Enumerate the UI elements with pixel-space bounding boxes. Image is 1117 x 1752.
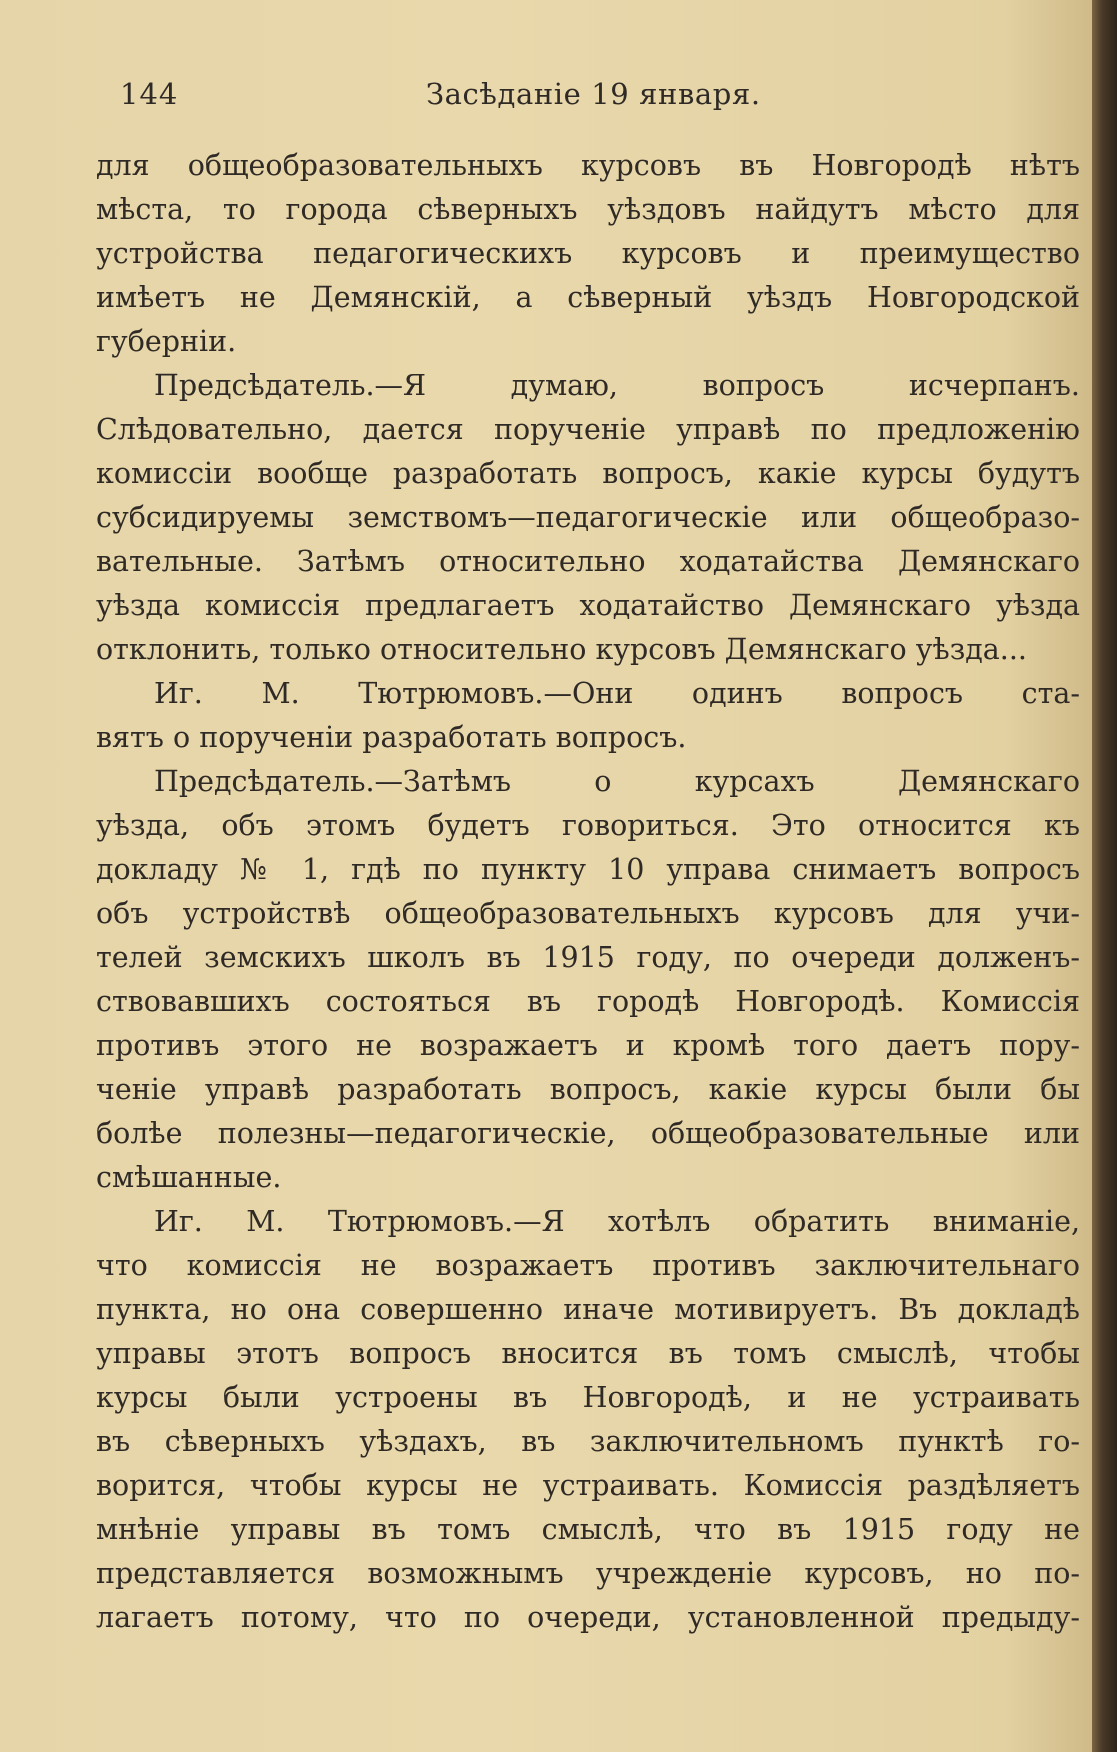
text-line: что комиссія не возражаетъ противъ заключительнаго [96,1249,1080,1282]
text-line: курсы были устроены въ Новгородѣ, и не устраивать [96,1381,1080,1414]
text-line: въ сѣверныхъ уѣздахъ, въ заключительномъ пунктѣ го- [96,1425,1080,1458]
text-line: болѣе полезны—педагогическіе, общеобразовательные или [96,1117,1080,1150]
text-line: представляется возможнымъ учрежденіе курсовъ, но по- [96,1557,1080,1590]
text-line: управы этотъ вопросъ вносится въ томъ смыслѣ, чтобы [96,1337,1080,1370]
page-number: 144 [120,77,179,111]
text-line: субсидируемы земствомъ—педагогическіе или общеобразо- [96,501,1080,534]
page-header [92,74,1082,114]
text-line: объ устройствѣ общеобразовательныхъ курсовъ для учи- [96,897,1080,930]
text-line: уѣзда, объ этомъ будетъ говориться. Это относится къ [96,809,1080,842]
text-line: Иг. М. Тютрюмовъ.—Я хотѣлъ обратить вниманіе, [154,1205,1080,1238]
text-line: Слѣдовательно, дается порученіе управѣ по предложенію [96,413,1080,446]
text-line: пункта, но она совершенно иначе мотивируетъ. Въ докладѣ [96,1293,1080,1326]
text-line: ченіе управѣ разработать вопросъ, какіе курсы были бы [96,1073,1080,1106]
text-line: телей земскихъ школъ въ 1915 году, по очереди долженъ- [96,941,1080,974]
text-line: Иг. М. Тютрюмовъ.—Они одинъ вопросъ ста- [154,677,1080,710]
text-line: Предсѣдатель.—Затѣмъ о курсахъ Демянскаго [154,765,1080,798]
text-line: отклонить, только относительно курсовъ Демянскаго уѣзда... [96,633,1027,666]
text-line: докладу № 1, гдѣ по пункту 10 управа снимаетъ вопросъ [96,853,1080,886]
text-line: уѣзда комиссія предлагаетъ ходатайство Демянскаго уѣзда [96,589,1080,622]
text-line: для общеобразовательныхъ курсовъ въ Новгородѣ нѣтъ [96,149,1080,182]
text-line: ствовавшихъ состояться въ городѣ Новгородѣ. Комиссія [96,985,1080,1018]
text-line: лагаетъ потому, что по очереди, установленной предыду- [96,1601,1080,1634]
text-line: губерніи. [96,325,237,358]
text-line: противъ этого не возражаетъ и кромѣ того даетъ пору- [96,1029,1080,1062]
running-title: Засѣданіе 19 января. [426,77,761,111]
book-spine-edge [1092,0,1117,1752]
text-line: мнѣніе управы въ томъ смыслѣ, что въ 1915 году не [96,1513,1080,1546]
text-line: вятъ о порученіи разработать вопросъ. [96,721,687,754]
text-line: имѣетъ не Демянскій, а сѣверный уѣздъ Новгородской [96,281,1080,314]
text-line: вательные. Затѣмъ относительно ходатайства Демянскаго [96,545,1080,578]
body-text [96,144,1080,1640]
text-line: устройства педагогическихъ курсовъ и преимущество [96,237,1080,270]
text-line: смѣшанные. [96,1161,282,1194]
text-line: комиссіи вообще разработать вопросъ, какіе курсы будутъ [96,457,1080,490]
text-line: Предсѣдатель.—Я думаю, вопросъ исчерпанъ. [154,369,1080,402]
text-line: мѣста, то города сѣверныхъ уѣздовъ найдутъ мѣсто для [96,193,1080,226]
text-line: ворится, чтобы курсы не устраивать. Комиссія раздѣляетъ [96,1469,1080,1502]
